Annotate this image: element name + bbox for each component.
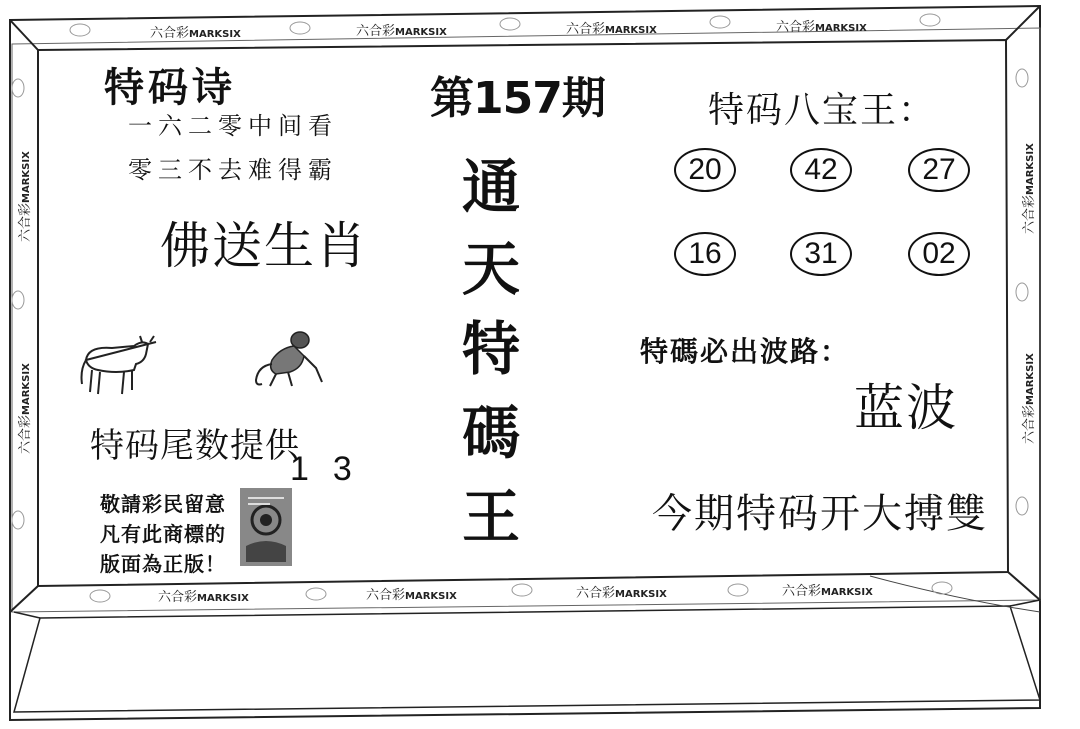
vertical-title-char: 王: [462, 483, 521, 551]
vertical-title-char: 天: [462, 235, 521, 303]
watermark-bottom-3: 六合彩MARKSIX: [576, 586, 667, 601]
notice-line-3: 版面為正版！: [100, 552, 226, 576]
watermark-right-1: 六合彩MARKSIX: [1022, 143, 1037, 234]
eight-treasures-title: 特码八宝王：: [708, 90, 937, 131]
wave-value: 蓝波: [854, 379, 958, 437]
number-ball: 20: [674, 148, 736, 192]
notice-line-2: 凡有此商標的: [100, 522, 226, 546]
watermark-top-4: 六合彩MARKSIX: [776, 20, 867, 35]
issue-label: 第157期: [430, 73, 605, 124]
wave-label: 特碼必出波路：: [640, 335, 851, 368]
tail-digit: 1: [290, 450, 333, 488]
watermark-top-1: 六合彩MARKSIX: [150, 26, 241, 41]
watermark-bottom-2: 六合彩MARKSIX: [366, 588, 457, 603]
monkey-icon: [250, 326, 326, 392]
number-ball: 31: [790, 232, 852, 276]
watermark-top-3: 六合彩MARKSIX: [566, 22, 657, 37]
vertical-title-char: 特: [462, 315, 521, 383]
watermark-bottom-1: 六合彩MARKSIX: [158, 590, 249, 605]
tail-digit: 3: [332, 450, 376, 488]
zodiac-hint: 佛送生肖: [160, 217, 368, 275]
vertical-title-char: 碼: [462, 399, 521, 467]
notice-line-1: 敬請彩民留意: [100, 492, 226, 516]
number-ball: 42: [790, 148, 852, 192]
slogan: 今期特码开大搏雙: [652, 491, 988, 537]
ox-icon: [76, 330, 160, 402]
poem-line-1: 一六二零中间看: [128, 112, 338, 140]
watermark-right-2: 六合彩MARKSIX: [1022, 353, 1037, 444]
watermark-left-2: 六合彩MARKSIX: [18, 363, 33, 454]
vertical-title-char: 通: [462, 153, 521, 221]
number-ball: 02: [908, 232, 970, 276]
watermark-top-2: 六合彩MARKSIX: [356, 24, 447, 39]
number-ball: 16: [674, 232, 736, 276]
watermark-left-1: 六合彩MARKSIX: [18, 151, 33, 242]
tail-digits-values: [290, 450, 376, 489]
watermark-bottom-4: 六合彩MARKSIX: [782, 584, 873, 599]
tail-digits-label: 特码尾数提供: [90, 426, 300, 466]
number-ball: 27: [908, 148, 970, 192]
trademark-stamp-icon: [240, 488, 292, 566]
poem-title: 特码诗: [104, 64, 236, 111]
poem-line-2: 零三不去难得霸: [128, 156, 338, 184]
